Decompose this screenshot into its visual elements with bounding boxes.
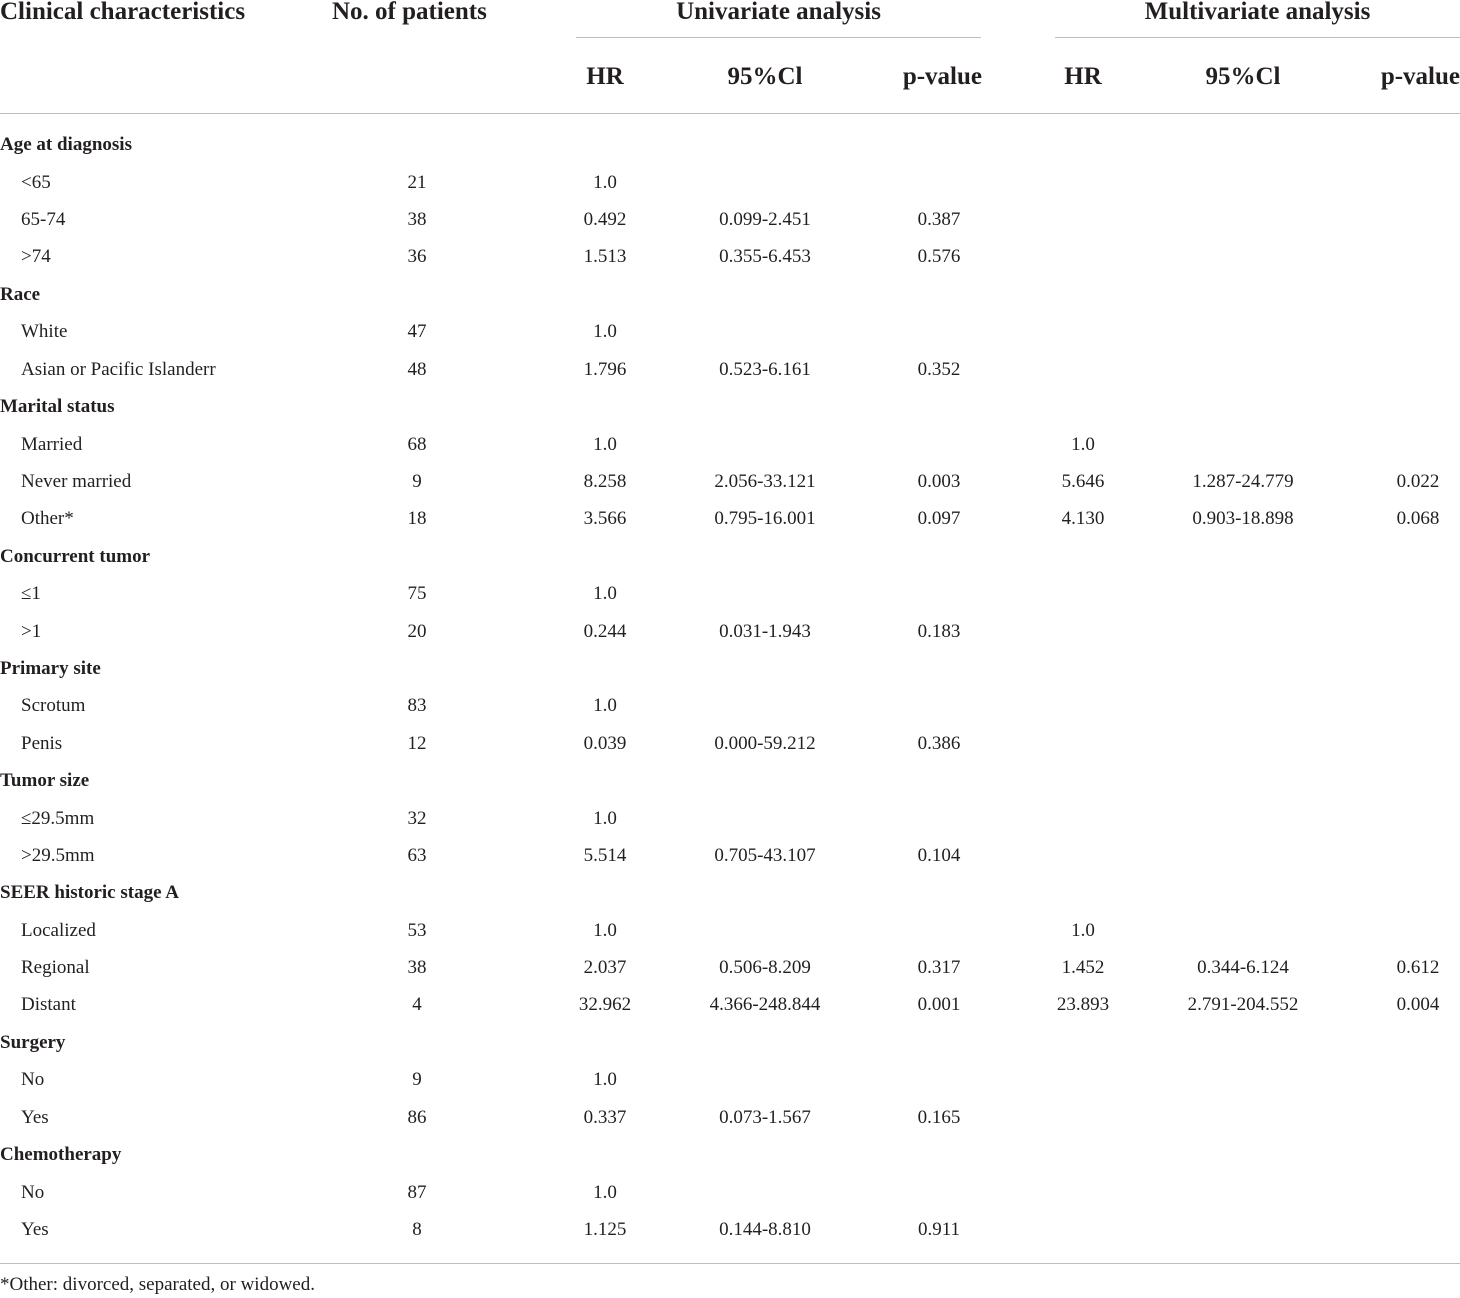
multivariate-pvalue-cell: 0.612	[1396, 957, 1440, 978]
table-row	[0, 1174, 1460, 1211]
table-row	[0, 463, 1460, 500]
row-label: 65-74	[21, 209, 66, 230]
row-label: Race	[0, 284, 41, 305]
table-row	[0, 164, 1460, 201]
univariate-hr-cell: 1.0	[593, 583, 617, 604]
patients-cell: 21	[407, 172, 427, 193]
table-row	[0, 650, 1460, 687]
row-label: Yes	[21, 1107, 49, 1128]
patients-cell: 8	[412, 1219, 422, 1240]
row-label: Yes	[21, 1219, 49, 1240]
univariate-hr-cell: 1.0	[593, 920, 617, 941]
table-row	[0, 762, 1460, 799]
table-row	[0, 1061, 1460, 1098]
row-label: Other*	[21, 508, 74, 529]
row-label: Never married	[21, 471, 132, 492]
univariate-ci-cell: 0.000-59.212	[714, 733, 816, 754]
row-label: Marital status	[0, 396, 115, 417]
header-no-of-patients: No. of patients	[332, 0, 487, 25]
univariate-hr-cell: 1.0	[593, 695, 617, 716]
table-footnote: *Other: divorced, separated, or widowed.	[0, 1274, 315, 1295]
univariate-hr-cell: 3.566	[583, 508, 627, 529]
table-bottom-rule	[0, 1263, 1460, 1264]
univariate-pvalue-cell: 0.352	[917, 359, 961, 380]
patients-cell: 4	[412, 994, 422, 1015]
multivariate-hr-cell: 4.130	[1061, 508, 1105, 529]
row-label: Regional	[21, 957, 90, 978]
table-row	[0, 1099, 1460, 1136]
row-label: ≤1	[21, 583, 41, 604]
univariate-hr-cell: 0.244	[583, 621, 627, 642]
row-label: Age at diagnosis	[0, 134, 132, 155]
row-label: Scrotum	[21, 695, 86, 716]
multivariate-ci-cell: 1.287-24.779	[1192, 471, 1294, 492]
multivariate-ci-cell: 0.903-18.898	[1192, 508, 1294, 529]
patients-cell: 48	[407, 359, 427, 380]
patients-cell: 87	[407, 1182, 427, 1203]
header-bottom-rule	[0, 113, 1460, 114]
table-row	[0, 126, 1460, 163]
univariate-pvalue-cell: 0.183	[917, 621, 961, 642]
row-label: Localized	[21, 920, 96, 941]
row-label: Tumor size	[0, 770, 90, 791]
univariate-ci-cell: 0.144-8.810	[719, 1219, 811, 1240]
univariate-pvalue-cell: 0.386	[917, 733, 961, 754]
table-row	[0, 613, 1460, 650]
table-row	[0, 201, 1460, 238]
header-multivariate-ci: 95%Cl	[1205, 63, 1281, 90]
univariate-ci-cell: 0.705-43.107	[714, 845, 816, 866]
univariate-hr-cell: 0.492	[583, 209, 627, 230]
row-label: <65	[21, 172, 51, 193]
header-univariate-hr: HR	[586, 63, 624, 90]
univariate-ci-cell: 0.506-8.209	[719, 957, 811, 978]
univariate-hr-cell: 0.337	[583, 1107, 627, 1128]
univariate-pvalue-cell: 0.104	[917, 845, 961, 866]
univariate-hr-cell: 5.514	[583, 845, 627, 866]
patients-cell: 75	[407, 583, 427, 604]
header-multivariate-pvalue: p-value	[1380, 63, 1460, 90]
univariate-pvalue-cell: 0.387	[917, 209, 961, 230]
univariate-hr-cell: 8.258	[583, 471, 627, 492]
univariate-pvalue-cell: 0.165	[917, 1107, 961, 1128]
row-label: Surgery	[0, 1032, 66, 1053]
row-label: Primary site	[0, 658, 101, 679]
row-label: Asian or Pacific Islanderr	[21, 359, 216, 380]
header-univariate-analysis: Univariate analysis	[676, 0, 881, 25]
univariate-hr-cell: 1.0	[593, 1182, 617, 1203]
patients-cell: 38	[407, 957, 427, 978]
univariate-hr-cell: 1.0	[593, 808, 617, 829]
patients-cell: 36	[407, 246, 427, 267]
row-label: Distant	[21, 994, 76, 1015]
table-row	[0, 500, 1460, 537]
univariate-hr-cell: 1.0	[593, 172, 617, 193]
univariate-hr-cell: 1.513	[583, 246, 627, 267]
row-label: White	[21, 321, 68, 342]
table-row	[0, 986, 1460, 1023]
univariate-hr-cell: 1.0	[593, 434, 617, 455]
header-univariate-ci: 95%Cl	[727, 63, 803, 90]
table-row	[0, 874, 1460, 911]
multivariate-ci-cell: 2.791-204.552	[1187, 994, 1299, 1015]
univariate-hr-cell: 1.0	[593, 321, 617, 342]
univariate-hr-cell: 0.039	[583, 733, 627, 754]
table-row	[0, 912, 1460, 949]
table-row	[0, 1024, 1460, 1061]
table-row	[0, 313, 1460, 350]
univariate-hr-cell: 2.037	[583, 957, 627, 978]
patients-cell: 63	[407, 845, 427, 866]
patients-cell: 20	[407, 621, 427, 642]
univariate-ci-cell: 2.056-33.121	[714, 471, 816, 492]
patients-cell: 9	[412, 1069, 422, 1090]
patients-cell: 32	[407, 808, 427, 829]
row-label: Concurrent tumor	[0, 546, 151, 567]
univariate-ci-cell: 0.795-16.001	[714, 508, 816, 529]
multivariate-hr-cell: 1.0	[1071, 920, 1095, 941]
patients-cell: 86	[407, 1107, 427, 1128]
row-label: Married	[21, 434, 83, 455]
multivariate-pvalue-cell: 0.022	[1396, 471, 1440, 492]
univariate-hr-cell: 1.796	[583, 359, 627, 380]
multivariate-hr-cell: 23.893	[1056, 994, 1110, 1015]
row-label: ≤29.5mm	[21, 808, 95, 829]
patients-cell: 83	[407, 695, 427, 716]
univariate-hr-cell: 32.962	[578, 994, 632, 1015]
row-label: >29.5mm	[21, 845, 95, 866]
univariate-pvalue-cell: 0.003	[917, 471, 961, 492]
table-row	[0, 276, 1460, 313]
multivariate-ci-cell: 0.344-6.124	[1197, 957, 1289, 978]
row-label: Chemotherapy	[0, 1144, 122, 1165]
table-row	[0, 575, 1460, 612]
univariate-pvalue-cell: 0.001	[917, 994, 961, 1015]
univariate-hr-cell: 1.125	[583, 1219, 627, 1240]
univariate-ci-cell: 0.523-6.161	[719, 359, 811, 380]
univariate-ci-cell: 0.073-1.567	[719, 1107, 811, 1128]
table-row	[0, 1211, 1460, 1248]
univariate-ci-cell: 0.099-2.451	[719, 209, 811, 230]
patients-cell: 38	[407, 209, 427, 230]
multivariate-pvalue-cell: 0.004	[1396, 994, 1440, 1015]
table-row	[0, 426, 1460, 463]
row-label: >74	[21, 246, 51, 267]
univariate-hr-cell: 1.0	[593, 1069, 617, 1090]
row-label: >1	[21, 621, 42, 642]
patients-cell: 12	[407, 733, 427, 754]
row-label: SEER historic stage A	[0, 882, 179, 903]
univariate-ci-cell: 4.366-248.844	[709, 994, 821, 1015]
multivariate-hr-cell: 1.0	[1071, 434, 1095, 455]
univariate-ci-cell: 0.031-1.943	[719, 621, 811, 642]
table-row	[0, 837, 1460, 874]
patients-cell: 47	[407, 321, 427, 342]
patients-cell: 68	[407, 434, 427, 455]
row-label: No	[21, 1182, 45, 1203]
header-univariate-pvalue: p-value	[902, 63, 982, 90]
table-row	[0, 351, 1460, 388]
header-multivariate-hr: HR	[1064, 63, 1102, 90]
row-label: Penis	[21, 733, 63, 754]
univariate-ci-cell: 0.355-6.453	[719, 246, 811, 267]
patients-cell: 53	[407, 920, 427, 941]
multivariate-hr-cell: 1.452	[1061, 957, 1105, 978]
univariate-pvalue-cell: 0.317	[917, 957, 961, 978]
table-row	[0, 238, 1460, 275]
table-row	[0, 687, 1460, 724]
patients-cell: 9	[412, 471, 422, 492]
table-row	[0, 1136, 1460, 1173]
univariate-pvalue-cell: 0.097	[917, 508, 961, 529]
header-clinical-characteristics: Clinical characteristics	[0, 0, 246, 25]
table-row	[0, 949, 1460, 986]
multivariate-hr-cell: 5.646	[1061, 471, 1105, 492]
patients-cell: 18	[407, 508, 427, 529]
row-label: No	[21, 1069, 45, 1090]
univariate-underline	[576, 37, 981, 38]
univariate-pvalue-cell: 0.911	[917, 1219, 961, 1240]
table-row	[0, 538, 1460, 575]
univariate-pvalue-cell: 0.576	[917, 246, 961, 267]
header-multivariate-analysis: Multivariate analysis	[1144, 0, 1371, 25]
multivariate-pvalue-cell: 0.068	[1396, 508, 1440, 529]
table-row	[0, 388, 1460, 425]
table-row	[0, 725, 1460, 762]
table-row	[0, 800, 1460, 837]
multivariate-underline	[1055, 37, 1460, 38]
